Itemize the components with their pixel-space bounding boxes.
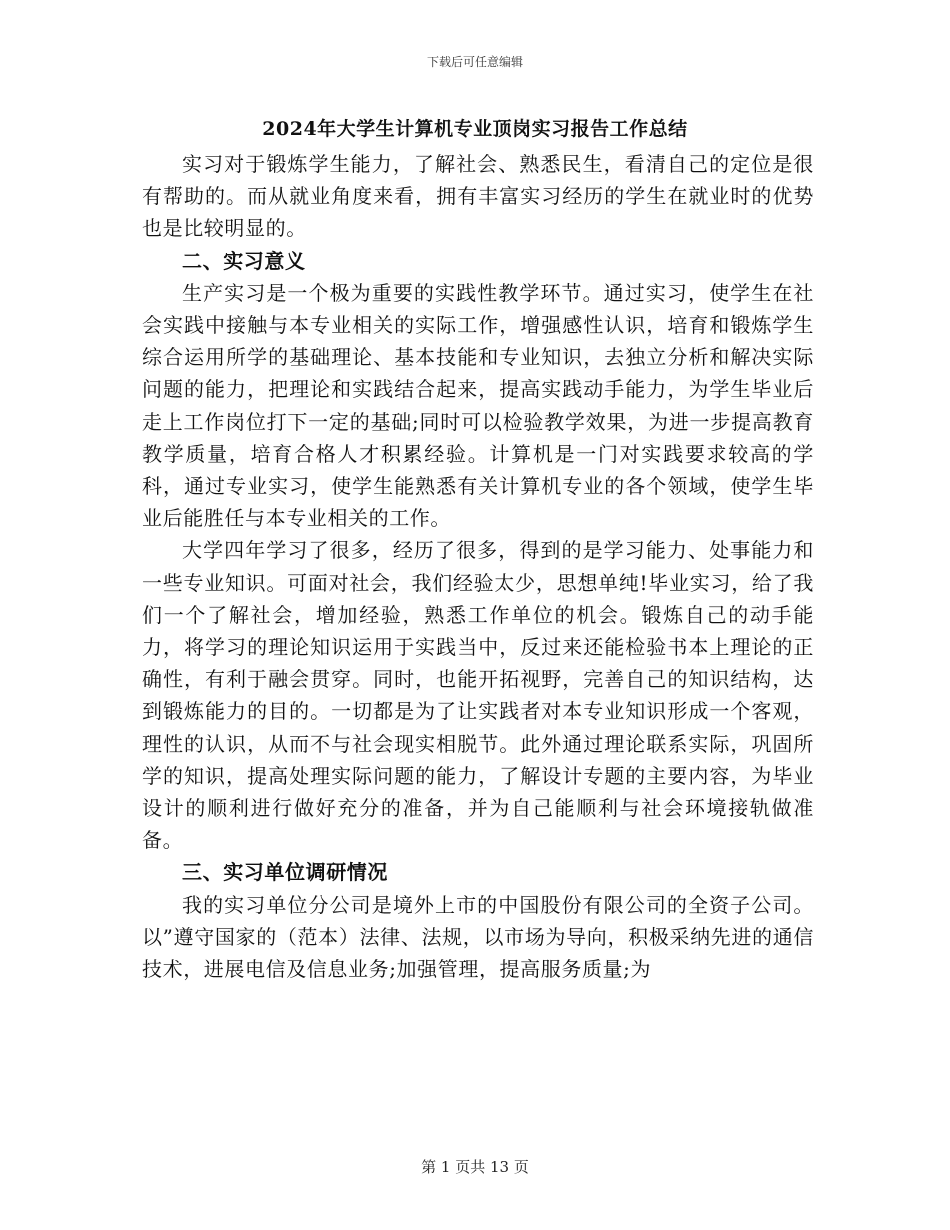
document-body — [142, 148, 814, 985]
paragraph-intro: 实习对于锻炼学生能力，了解社会、熟悉民生，看清自己的定位是很有帮助的。而从就业角度来看，拥有丰富实习经历的学生在就业时的优势也是比较明显的。 — [142, 152, 814, 241]
page-number: 第 1 页共 13 页 — [421, 1158, 529, 1176]
document-title: 2024年大学生计算机专业顶岗实习报告工作总结 — [262, 118, 688, 140]
paragraph-significance-2: 大学四年学习了很多，经历了很多，得到的是学习能力、处事能力和一些专业知识。可面对社会，我们经验太少，思想单纯!毕业实习，给了我们一个了解社会，增加经验，熟悉工作单位的机会。锻炼自己的动手能力，将学习的理论知识运用于实践当中，反过来还能检验书本上理论的正确性，有利于融会贯穿。同时，也能开拓视野，完善自己的知识结构，达到锻炼能力的目的。一切都是为了让实践者对本专业知识形成一个客观，理性的认识，从而不与社会现实相脱节。此外通过理论联系实际，巩固所学的知识，提高处理实际问题的能力，了解设计专题的主要内容，为毕业设计的顺利进行做好充分的准备，并为自己能顺利与社会环境接轨做准备。 — [142, 538, 814, 853]
section-heading-research: 三、实习单位调研情况 — [182, 860, 388, 885]
header-note: 下载后可任意编辑 — [426, 55, 523, 69]
paragraph-research: 我的实习单位分公司是境外上市的中国股份有限公司的全资子公司。以”遵守国家的（范本）法律、法规，以市场为导向，积极采纳先进的通信技术，进展电信及信息业务;加强管理，提高服务质量;为 — [142, 892, 814, 982]
paragraph-significance-1: 生产实习是一个极为重要的实践性教学环节。通过实习，使学生在社会实践中接触与本专业相关的实际工作，增强感性认识，培育和锻炼学生综合运用所学的基础理论、基本技能和专业知识，去独立分析和解决实际问题的能力，把理论和实践结合起来，提高实践动手能力，为学生毕业后走上工作岗位打下一定的基础;同时可以检验教学效果，为进一步提高教育教学质量，培育合格人才积累经验。计算机是一门对实践要求较高的学科，通过专业实习，使学生能熟悉有关计算机专业的各个领域，使学生毕业后能胜任与本专业相关的工作。 — [142, 280, 814, 531]
section-heading-significance: 二、实习意义 — [182, 248, 306, 273]
